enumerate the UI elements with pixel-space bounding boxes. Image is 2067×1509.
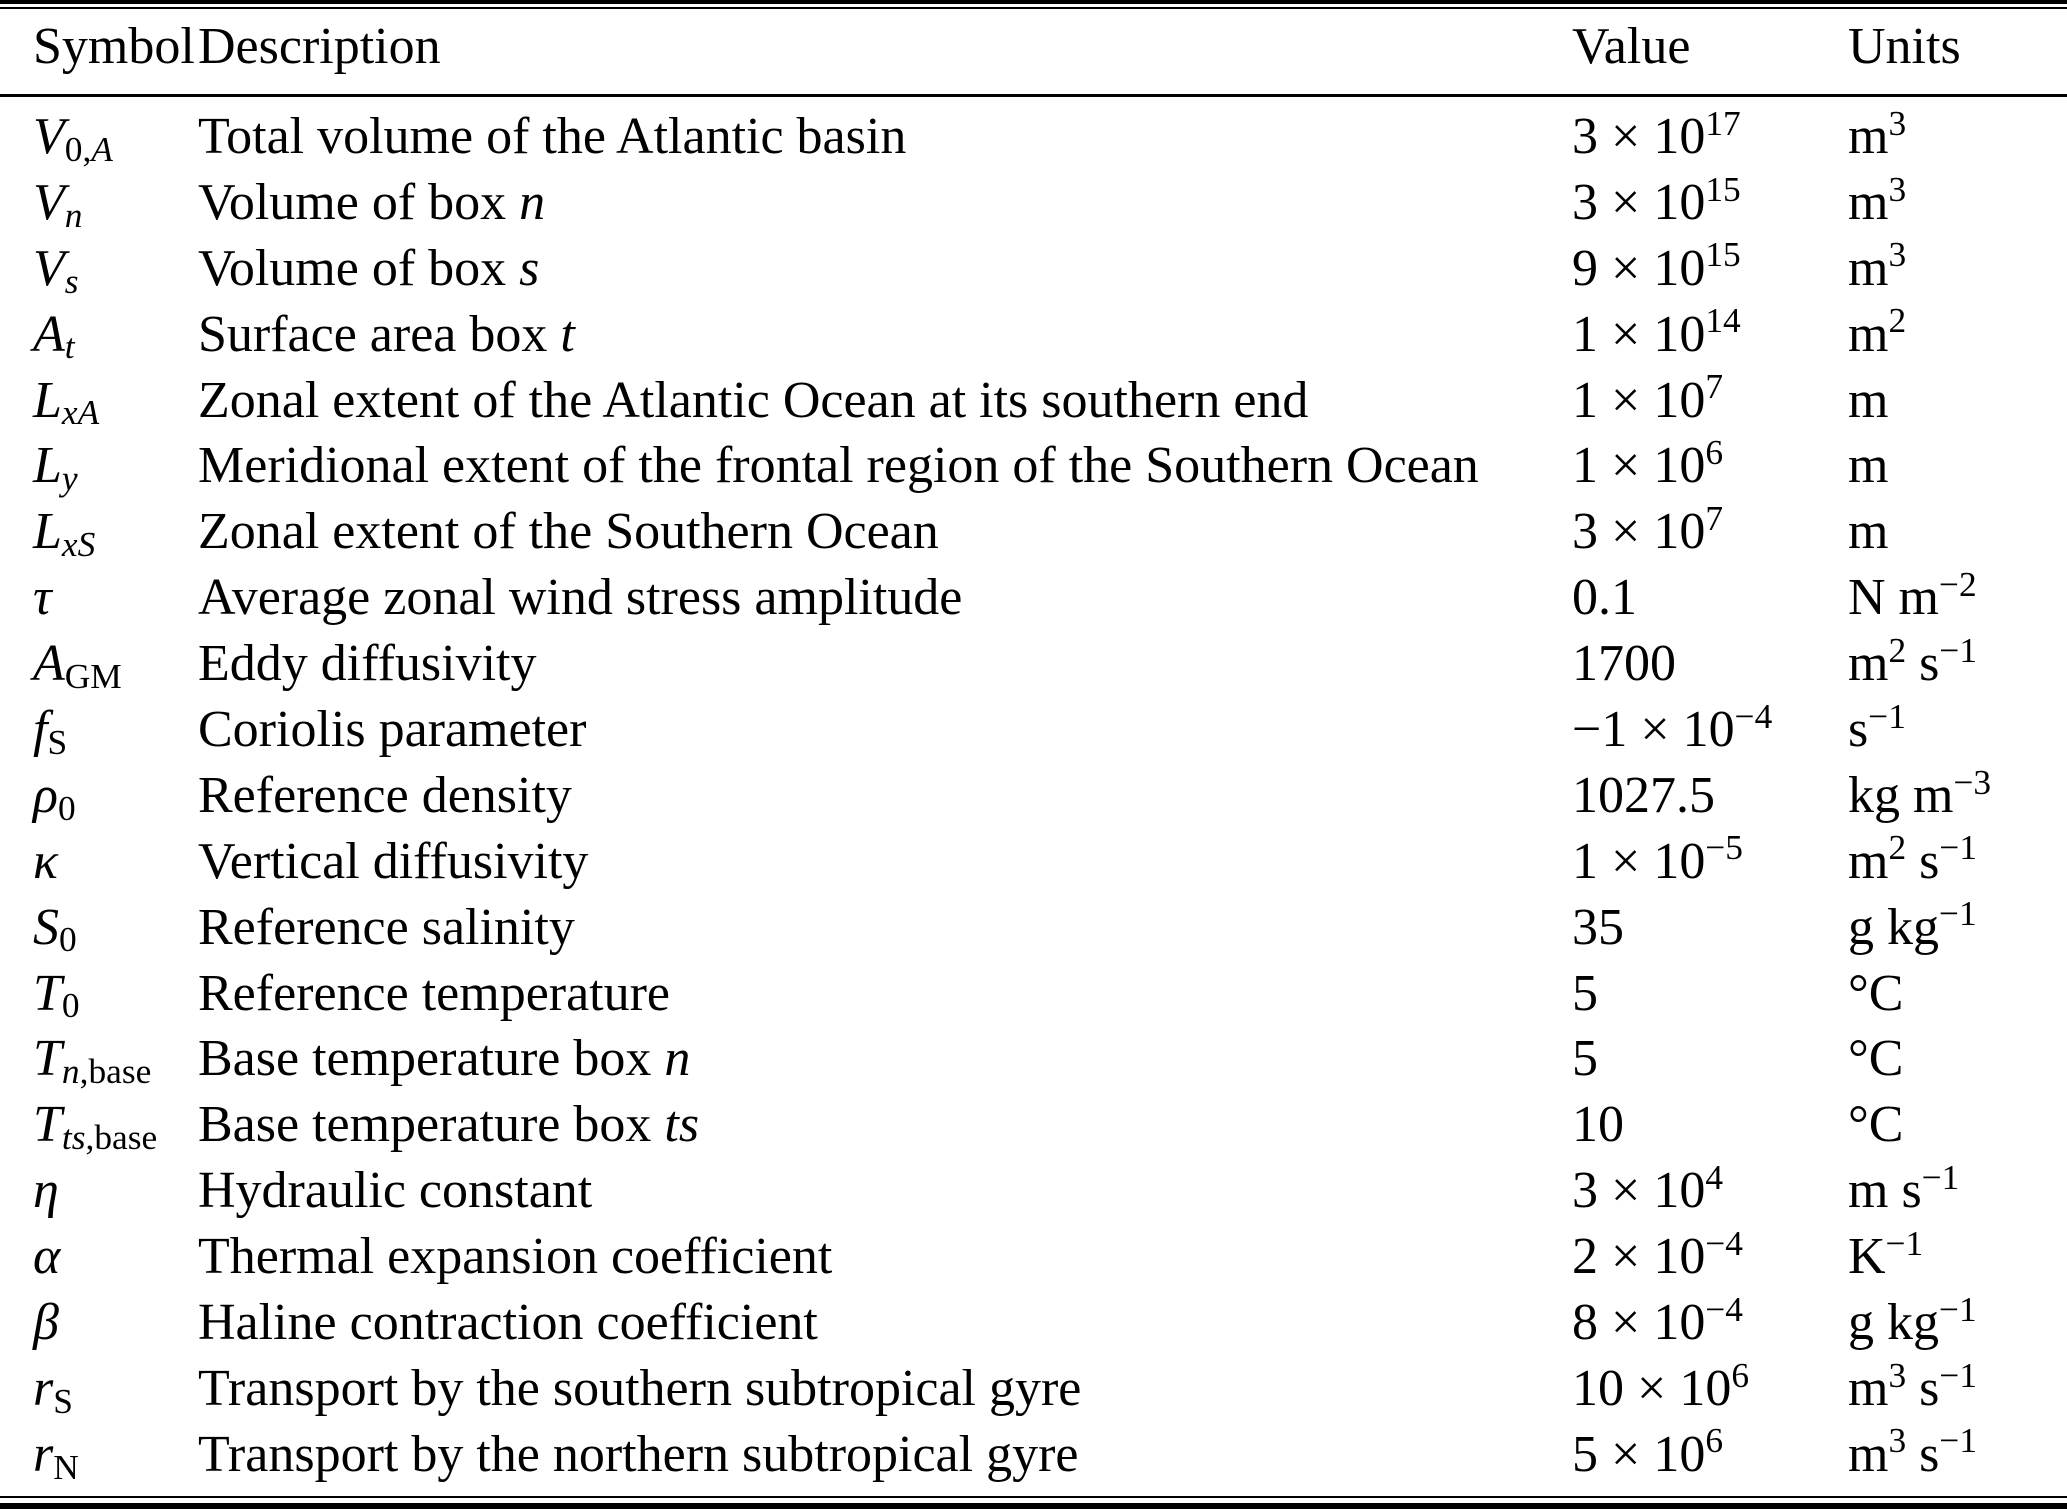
table-row [0,1422,2067,1488]
description-cell: Vertical diffusivity [198,832,589,890]
value-cell: $5 \times 10^6$ [1572,1420,1724,1483]
table-row [0,1224,2067,1290]
description-cell: Transport by the southern subtropical gyre [198,1359,1082,1417]
symbol-cell: $f_S$ [33,701,68,762]
value-cell: 5 [1572,964,1598,1022]
description-cell: Surface area box t [198,305,575,363]
description-cell: Average zonal wind stress amplitude [198,569,963,627]
units-cell: m [1848,437,1889,495]
symbol-cell: $L_{xS}$ [33,503,96,565]
value-cell: $-1 \times 10^{-4}$ [1572,695,1773,759]
units-cell: kg $m^{-3}$ [1848,761,1992,824]
table-row [0,1290,2067,1356]
table-row [0,170,2067,236]
description-cell: Reference temperature [198,964,671,1022]
table-row [0,1356,2067,1422]
table-row [0,763,2067,829]
table-row [0,433,2067,499]
symbol-cell: $A_t$ [33,305,75,367]
description-cell: Hydraulic constant [198,1162,593,1220]
description-cell: Volume of box s [198,239,540,297]
units-cell: N $m^{-2}$ [1848,563,1977,627]
description-cell: Meridional extent of the frontal region of the Southern Ocean [198,437,1479,495]
units-cell: $m^2$ $s^{-1}$ [1848,629,1978,693]
units-cell: g $kg^{-1}$ [1848,893,1977,956]
symbol-cell: $T_0$ [33,964,80,1026]
symbol-cell: η [33,1162,59,1220]
units-cell: m $s^{-1}$ [1848,1156,1960,1220]
symbol-cell: α [33,1228,61,1286]
column-header-value: Value [1572,18,1691,75]
table-row [0,895,2067,961]
units-cell: $m^3$ [1848,168,1907,231]
table-row [0,1026,2067,1092]
value-cell: $3 \times 10^{15}$ [1572,168,1741,231]
units-cell: $m^3$ $s^{-1}$ [1848,1354,1978,1417]
table-row [0,1158,2067,1224]
value-cell: $1 \times 10^7$ [1572,366,1724,429]
symbol-cell: $V_s$ [33,239,79,301]
table-header-row [0,10,2067,84]
table-row [0,236,2067,302]
units-cell: °C [1848,1096,1904,1154]
symbol-cell: $r_N$ [33,1425,79,1487]
table-row [0,961,2067,1027]
bottom-rule-thick [0,1503,2067,1509]
top-rule-thin [0,7,2067,9]
symbol-cell: $A_{GM}$ [33,635,122,696]
symbol-cell: $T_{n,base}$ [33,1030,152,1092]
table-row [0,829,2067,895]
units-cell: m [1848,503,1889,561]
table-row [0,368,2067,434]
symbol-cell: κ [33,832,58,890]
value-cell: 35 [1572,898,1624,956]
value-cell: $9 \times 10^{15}$ [1572,234,1741,297]
value-cell: $1 \times 10^6$ [1572,432,1724,495]
symbol-cell: $S_0$ [33,898,77,960]
value-cell: $3 \times 10^{17}$ [1572,102,1741,165]
value-cell: 1027.5 [1572,766,1715,824]
column-header-symbol: Symbol [33,18,195,75]
table-row [0,1092,2067,1158]
description-cell: Zonal extent of the Atlantic Ocean at its southern end [198,371,1309,429]
symbol-cell: τ [33,569,52,627]
description-cell: Haline contraction coefficient [198,1294,818,1352]
header-separator-rule [0,94,2067,97]
units-cell: g $kg^{-1}$ [1848,1288,1977,1352]
description-cell: Reference salinity [198,898,575,956]
value-cell: 1700 [1572,635,1676,693]
parameters-table-body [0,104,2067,1488]
units-cell: °C [1848,1030,1904,1088]
table-row [0,565,2067,631]
table-row [0,302,2067,368]
description-cell: Reference density [198,766,572,824]
units-cell: $s^{-1}$ [1848,695,1906,759]
description-cell: Transport by the northern subtropical gyre [198,1425,1079,1483]
symbol-cell: $V_{0,A}$ [33,108,113,169]
description-cell: Eddy diffusivity [198,635,537,693]
symbol-cell: $V_n$ [33,173,83,235]
value-cell: $2 \times 10^{-4}$ [1572,1222,1743,1286]
description-cell: Base temperature box ts [198,1096,700,1154]
value-cell: $1 \times 10^{-5}$ [1572,827,1743,890]
table-row [0,697,2067,763]
description-cell: Volume of box n [198,173,546,231]
units-cell: $K^{-1}$ [1848,1222,1924,1286]
units-cell: °C [1848,964,1904,1022]
table-row [0,631,2067,697]
units-cell: $m^3$ [1848,234,1907,297]
symbol-cell: $L_y$ [33,437,78,499]
table-row [0,104,2067,170]
description-cell: Zonal extent of the Southern Ocean [198,503,939,561]
description-cell: Base temperature box n [198,1030,691,1088]
symbol-cell: $T_{ts,base}$ [33,1096,158,1158]
units-cell: $m^3$ $s^{-1}$ [1848,1420,1978,1483]
description-cell: Thermal expansion coefficient [198,1228,833,1286]
value-cell: $1 \times 10^{14}$ [1572,300,1741,363]
description-cell: Total volume of the Atlantic basin [198,108,907,165]
units-cell: m [1848,371,1889,429]
units-cell: $m^2$ [1848,300,1907,363]
value-cell: 10 [1572,1096,1624,1154]
value-cell: 5 [1572,1030,1598,1088]
value-cell: $3 \times 10^7$ [1572,497,1724,561]
value-cell: $3 \times 10^4$ [1572,1156,1724,1220]
units-cell: $m^2$ $s^{-1}$ [1848,827,1978,890]
value-cell: $10 \times 10^6$ [1572,1354,1750,1417]
value-cell: $8 \times 10^{-4}$ [1572,1288,1743,1352]
column-header-description: Description [198,18,441,75]
units-cell: $m^3$ [1848,102,1907,165]
symbol-cell: $\rho_0$ [33,766,76,828]
bottom-rule-thin [0,1496,2067,1498]
symbol-cell: $L_{xA}$ [33,371,100,433]
description-cell: Coriolis parameter [198,701,587,759]
value-cell: 0.1 [1572,569,1637,627]
symbol-cell: $r_S$ [33,1359,73,1421]
table-row [0,499,2067,565]
column-header-units: Units [1848,18,1961,75]
top-rule-thick [0,0,2067,4]
symbol-cell: β [33,1294,59,1352]
